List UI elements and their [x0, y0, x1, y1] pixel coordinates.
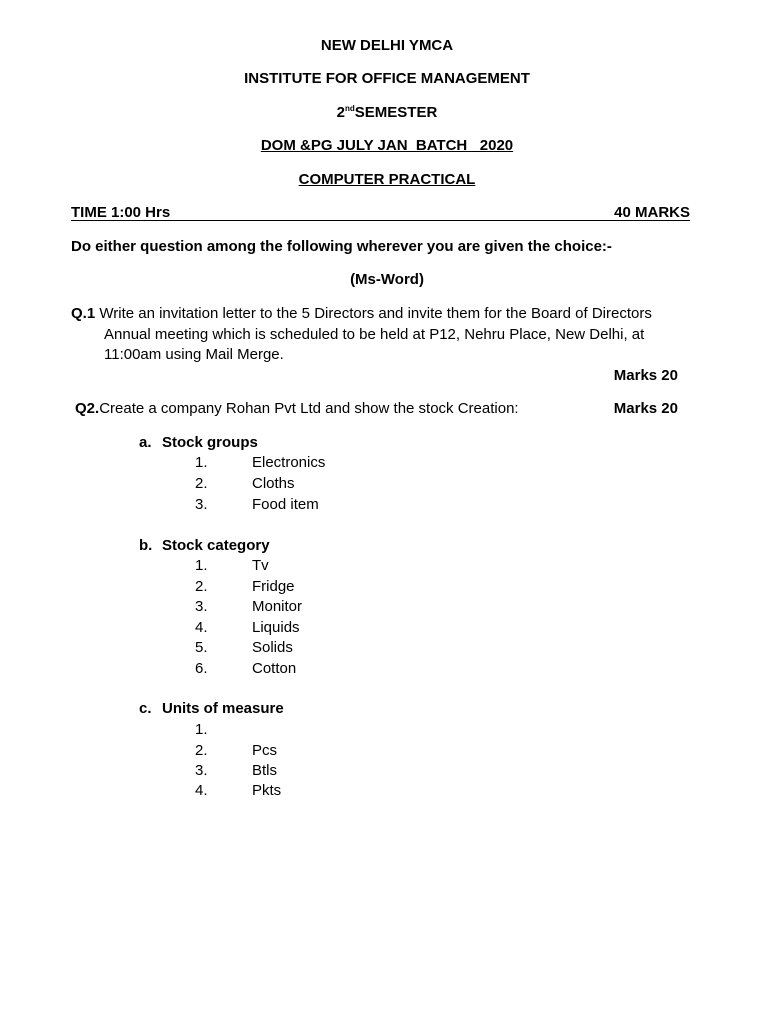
q1-marks: Marks 20	[613, 367, 678, 384]
list-item-number: 2.	[195, 742, 208, 759]
q1-label: Q.1	[71, 305, 96, 322]
list-item: Food item	[252, 496, 319, 513]
list-item: Pkts	[252, 782, 282, 799]
header-institution: NEW DELHI YMCA	[320, 37, 454, 54]
semester-text: SEMESTER	[354, 104, 438, 121]
list-item: Electronics	[252, 454, 326, 471]
q1-line-3: 11:00am using Mail Merge.	[104, 346, 284, 363]
section-b-heading	[139, 537, 270, 554]
list-item-number: 4.	[195, 782, 208, 799]
list-item-number: 1.	[195, 557, 208, 574]
section-letter: c.	[139, 700, 152, 717]
section-title: Stock groups	[162, 434, 258, 451]
list-item-number: 2.	[195, 475, 208, 492]
header-semester	[0, 104, 768, 121]
section-title: Stock category	[162, 537, 270, 554]
list-item: Liquids	[252, 619, 300, 636]
exam-time: TIME 1:00 Hrs	[71, 204, 171, 221]
q2-marks: Marks 20	[613, 400, 678, 417]
list-item: Tv	[252, 557, 269, 574]
list-item: Solids	[252, 639, 293, 656]
list-item-number: 1.	[195, 721, 208, 738]
section-letter: b.	[139, 537, 153, 554]
list-item-number: 1.	[195, 454, 208, 471]
q1-line-1: Write an invitation letter to the 5 Directors and invite them for the Board of Directors	[99, 305, 652, 322]
q2-label: Q2.	[75, 400, 100, 417]
list-item-number: 3.	[195, 598, 208, 615]
list-item-number: 2.	[195, 578, 208, 595]
section-title: Units of measure	[162, 700, 284, 717]
section-a-heading	[139, 434, 258, 451]
list-item-number: 4.	[195, 619, 208, 636]
semester-number: 2	[336, 104, 346, 121]
header-batch: DOM &PG JULY JAN BATCH 2020	[260, 137, 514, 154]
section-c-heading	[139, 700, 284, 717]
question-1	[71, 304, 671, 366]
semester-suffix: nd	[345, 104, 355, 113]
header-subject: COMPUTER PRACTICAL	[298, 171, 476, 188]
q2-text: Create a company Rohan Pvt Ltd and show the stock Creation:	[99, 400, 519, 417]
list-item-number: 3.	[195, 762, 208, 779]
list-item: Pcs	[252, 742, 278, 759]
list-item: Cloths	[252, 475, 295, 492]
question-2	[75, 400, 519, 417]
list-item: Cotton	[252, 660, 297, 677]
header-institute-name: INSTITUTE FOR OFFICE MANAGEMENT	[244, 70, 530, 87]
section-letter: a.	[139, 434, 152, 451]
list-item: Btls	[252, 762, 278, 779]
list-item: Monitor	[252, 598, 303, 615]
list-item-number: 6.	[195, 660, 208, 677]
time-marks-row	[71, 204, 690, 221]
total-marks: 40 MARKS	[614, 204, 690, 221]
instruction-text: Do either question among the following wherever you are given the choice:-	[71, 238, 612, 255]
q1-line-2: Annual meeting which is scheduled to be held at P12, Nehru Place, New Delhi, at	[104, 325, 645, 343]
list-item-number: 5.	[195, 639, 208, 656]
list-item: Fridge	[252, 578, 295, 595]
section-label: (Ms-Word)	[350, 271, 424, 288]
list-item-number: 3.	[195, 496, 208, 513]
